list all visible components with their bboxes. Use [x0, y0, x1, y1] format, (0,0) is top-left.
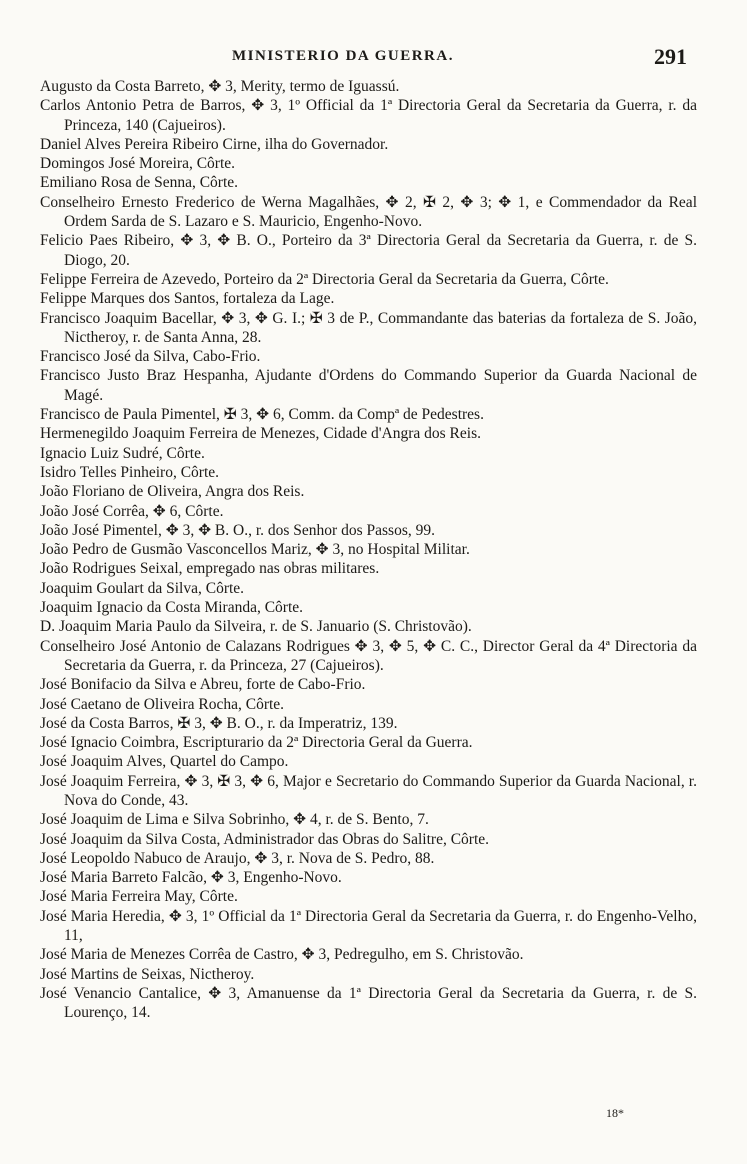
- list-item: Daniel Alves Pereira Ribeiro Cirne, ilha do Governador.: [40, 135, 389, 153]
- list-item: Augusto da Costa Barreto, ✥ 3, Merity, termo de Iguassú.: [40, 78, 400, 95]
- list-item: José Maria Barreto Falcão, ✥ 3, Engenho-Novo.: [40, 869, 342, 887]
- list-item: José Joaquim Alves, Quartel do Campo.: [40, 753, 289, 771]
- list-item: Conselheiro José Antonio de Calazans Rodrigues ✥ 3, ✥ 5, ✥ C. C., Director Geral da 4ª Directoria da Secretaria da Guerra, r. da Princeza, 27 (Cajueiros).: [40, 637, 697, 674]
- list-item: José Joaquim de Lima e Silva Sobrinho, ✥ 4, r. de S. Bento, 7.: [40, 811, 429, 829]
- list-item: José Martins de Seixas, Nictheroy.: [40, 965, 255, 983]
- list-item: José Bonifacio da Silva e Abreu, forte de Cabo-Frio.: [40, 676, 366, 694]
- list-item: José Venancio Cantalice, ✥ 3, Amanuense da 1ª Directoria Geral da Secretaria da Guerra, r. de S. Lourenço, 14.: [40, 984, 697, 1022]
- list-item: Francisco Justo Braz Hespanha, Ajudante d'Ordens do Commando Superior da Guarda Nacional de Magé.: [40, 367, 697, 404]
- entry-list: [0, 77, 747, 1023]
- list-item: Isidro Telles Pinheiro, Côrte.: [40, 463, 220, 481]
- list-item: João Pedro de Gusmão Vasconcellos Mariz, ✥ 3, no Hospital Militar.: [40, 541, 470, 559]
- list-item: Carlos Antonio Petra de Barros, ✥ 3, 1º Official da 1ª Directoria Geral da Secretaria da Guerra, r. da Princeza, 140 (Cajueiros).: [40, 97, 697, 134]
- page-number: 291: [654, 44, 687, 69]
- list-item: José Caetano de Oliveira Rocha, Côrte.: [40, 695, 285, 713]
- list-item: João Rodrigues Seixal, empregado nas obras militares.: [40, 560, 380, 578]
- list-item: Emiliano Rosa de Senna, Côrte.: [40, 174, 239, 192]
- list-item: João José Pimentel, ✥ 3, ✥ B. O., r. dos Senhor dos Passos, 99.: [40, 521, 435, 539]
- list-item: Francisco de Paula Pimentel, ✠ 3, ✥ 6, Comm. da Compª de Pedestres.: [40, 406, 484, 424]
- running-title: MINISTERIO DA GUERRA.: [232, 48, 454, 64]
- page-header: [0, 44, 747, 76]
- list-item: Conselheiro Ernesto Frederico de Werna Magalhães, ✥ 2, ✠ 2, ✥ 3; ✥ 1, e Commendador da Real Ordem Sarda de S. Lazaro e S. Mauricio, Engenho-Novo.: [40, 193, 697, 231]
- list-item: José Leopoldo Nabuco de Araujo, ✥ 3, r. Nova de S. Pedro, 88.: [40, 849, 435, 867]
- list-item: Ignacio Luiz Sudré, Côrte.: [40, 444, 205, 462]
- list-item: Felicio Paes Ribeiro, ✥ 3, ✥ B. O., Porteiro da 3ª Directoria Geral da Secretaria da Guerra, r. de S. Diogo, 20.: [40, 232, 697, 269]
- list-item: D. Joaquim Maria Paulo da Silveira, r. de S. Januario (S. Christovão).: [40, 618, 472, 636]
- list-item: José Maria Heredia, ✥ 3, 1º Official da 1ª Directoria Geral da Secretaria da Guerra, r. do Engenho-Velho, 11,: [40, 907, 697, 945]
- list-item: Francisco José da Silva, Cabo-Frio.: [40, 348, 261, 366]
- list-item: José Maria de Menezes Corrêa de Castro, ✥ 3, Pedregulho, em S. Christovão.: [40, 946, 524, 964]
- list-item: Felippe Ferreira de Azevedo, Porteiro da 2ª Directoria Geral da Secretaria da Guerra, Côrte.: [40, 270, 609, 288]
- list-item: José Joaquim da Silva Costa, Administrador das Obras do Salitre, Côrte.: [40, 830, 490, 848]
- list-item: José Joaquim Ferreira, ✥ 3, ✠ 3, ✥ 6, Major e Secretario do Commando Superior da Guarda Nacional, r. Nova do Conde, 43.: [40, 772, 697, 809]
- list-item: Joaquim Ignacio da Costa Miranda, Côrte.: [40, 599, 304, 617]
- printer-signature-mark: 18*: [606, 1106, 624, 1120]
- list-item: José Maria Ferreira May, Côrte.: [40, 888, 238, 906]
- list-item: Francisco Joaquim Bacellar, ✥ 3, ✥ G. I.; ✠ 3 de P., Commandante das baterias da fortaleza de S. João, Nictheroy, r. de Santa Anna, 28.: [40, 309, 697, 346]
- list-item: Felippe Marques dos Santos, fortaleza da Lage.: [40, 290, 335, 308]
- list-item: Joaquim Goulart da Silva, Côrte.: [40, 579, 245, 597]
- list-item: João Floriano de Oliveira, Angra dos Reis.: [40, 483, 305, 501]
- list-item: João José Corrêa, ✥ 6, Côrte.: [40, 502, 224, 520]
- list-item: José Ignacio Coimbra, Escripturario da 2ª Directoria Geral da Guerra.: [40, 734, 473, 752]
- list-item: Domingos José Moreira, Côrte.: [40, 155, 236, 173]
- list-item: Hermenegildo Joaquim Ferreira de Menezes, Cidade d'Angra dos Reis.: [40, 425, 481, 443]
- list-item: José da Costa Barros, ✠ 3, ✥ B. O., r. da Imperatriz, 139.: [40, 714, 398, 732]
